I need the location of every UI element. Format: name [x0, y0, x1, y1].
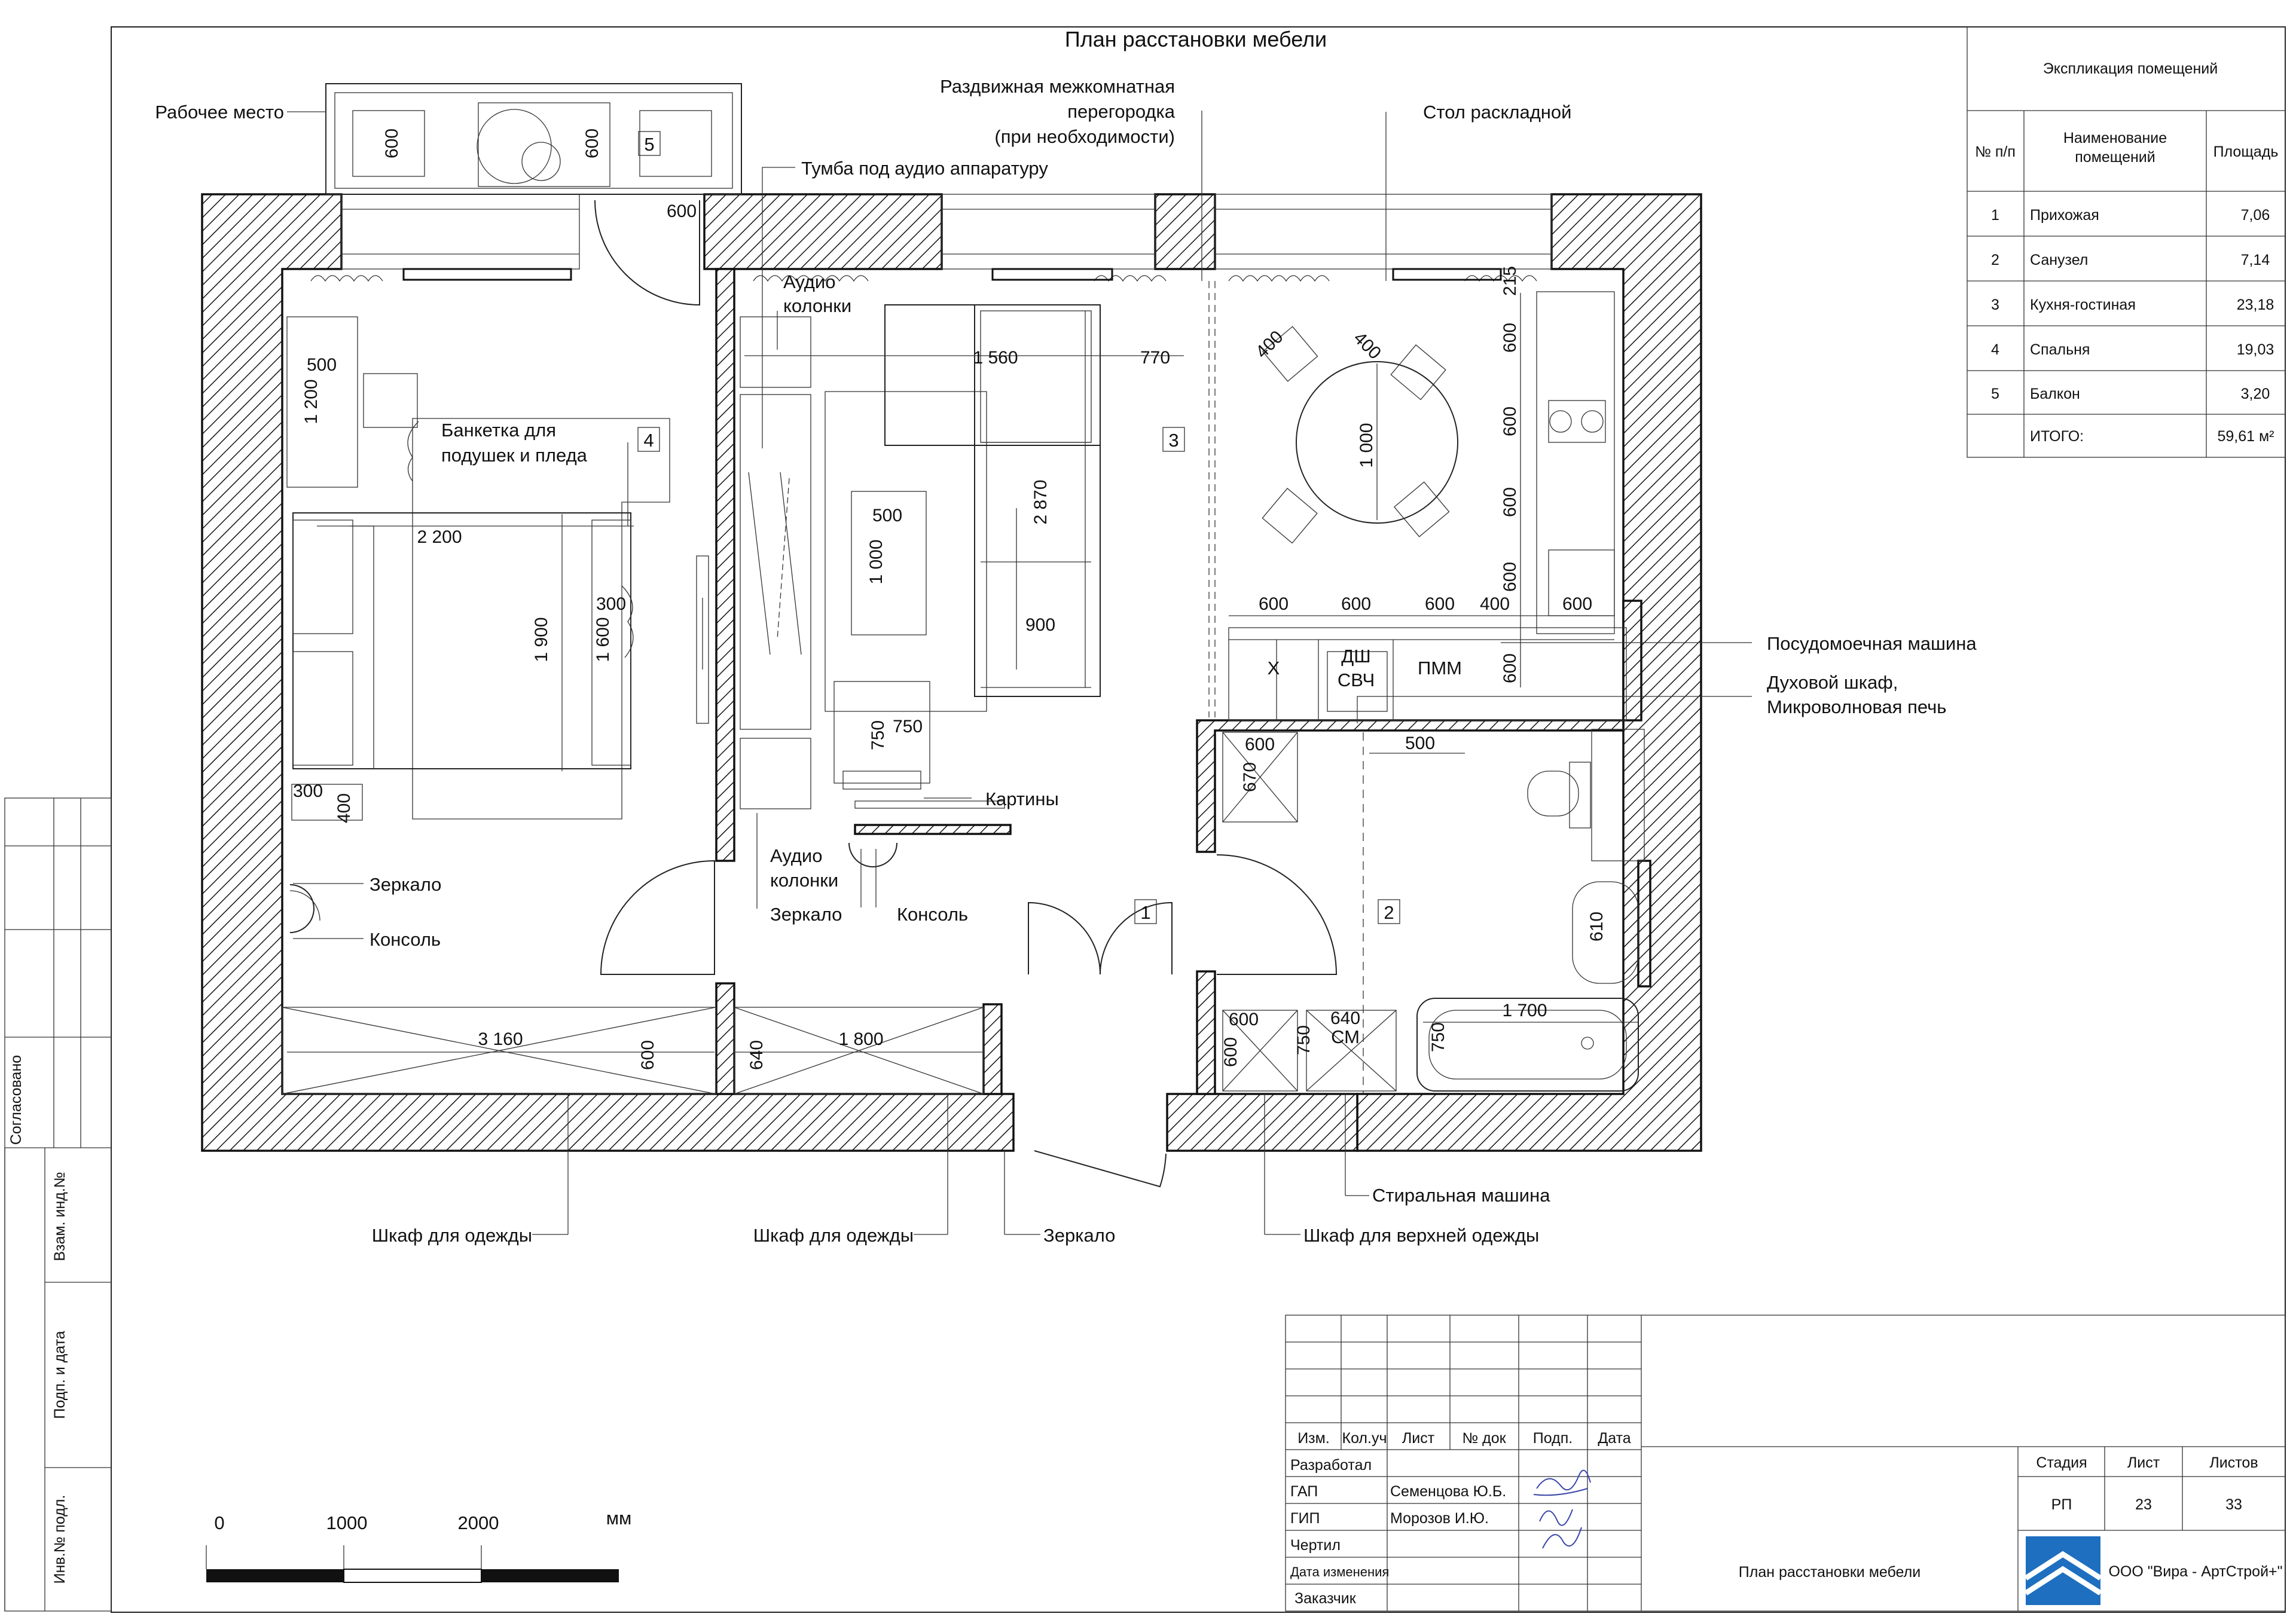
dim-coffee-table-l: 1 000 [866, 539, 886, 585]
label-wardrobe-2: Шкаф для одежды [753, 1225, 914, 1246]
dim-bathtub-l: 1 700 [1502, 1001, 1547, 1020]
dim-770: 770 [1140, 348, 1171, 368]
explication-row-4-name: Спальня [2030, 341, 2090, 358]
appliance-dishwasher: ПММ [1418, 658, 1462, 678]
dim-washer-d: 750 [1294, 1025, 1314, 1056]
tb-sheets: 33 [2225, 1496, 2242, 1513]
dim-workplace-left: 600 [382, 128, 402, 159]
dim-kitchen-row-2: 600 [1341, 594, 1372, 614]
label-audio-cabinet: Тумба под аудио аппаратуру [801, 158, 1048, 179]
dim-sofa-depth: 1 560 [973, 348, 1018, 368]
tb-header-kol: Кол.уч [1342, 1430, 1387, 1447]
tb-header-izm: Изм. [1297, 1430, 1330, 1447]
explication-row-1-name: Прихожая [2030, 207, 2099, 224]
label-console-hall: Консоль [897, 904, 969, 925]
dim-bath-cabinet-d: 670 [1240, 762, 1260, 793]
label-workplace: Рабочее место [155, 102, 284, 123]
explication-header-name-wrap [2027, 129, 2203, 176]
dim-wardrobe-bath-w: 600 [1228, 1010, 1259, 1029]
tb-role-changed: Дата изменения [1290, 1564, 1390, 1579]
label-oven-2: Микроволновая печь [1767, 696, 1947, 717]
tb-header-podp: Подп. [1532, 1430, 1573, 1447]
explication-table [1967, 27, 2285, 457]
dim-chair-b: 400 [1349, 328, 1385, 363]
label-speakers-bottom-1: Аудио [770, 845, 823, 866]
dim-kitchen-depth: 600 [1500, 653, 1520, 684]
tb-header-list: Лист [1402, 1430, 1435, 1447]
label-speakers-top-2: колонки [783, 295, 852, 316]
explication-header-num: № п/п [1975, 143, 2016, 160]
tb-name-gip: Морозов И.Ю. [1390, 1510, 1489, 1527]
label-partition-line-2: перегородка [1067, 101, 1175, 122]
label-bench-2: подушек и пледа [441, 445, 587, 466]
label-wardrobe-1: Шкаф для одежды [371, 1225, 532, 1246]
label-console-bedroom: Консоль [370, 929, 441, 950]
label-dishwasher: Посудомоечная машина [1767, 633, 1977, 654]
appliance-microwave: СВЧ [1337, 670, 1375, 690]
dim-bath-cabinet-w: 600 [1244, 735, 1275, 754]
living-furniture [740, 305, 1100, 867]
dim-kitchen-col-4: 600 [1500, 561, 1520, 592]
drawing-title: План расстановки мебели [1064, 27, 1327, 51]
dim-bathtub-w: 750 [1428, 1022, 1448, 1053]
dim-kitchen-row-4: 600 [1562, 594, 1593, 614]
dim-wardrobe-600: 600 [638, 1040, 658, 1071]
label-partition-line-3: (при необходимости) [994, 126, 1175, 147]
dim-kitchen-col-2: 600 [1500, 406, 1520, 437]
room-number-5: 5 [644, 134, 655, 155]
windows [341, 194, 1552, 269]
explication-row-3-name: Кухня-гостиная [2030, 297, 2136, 313]
dim-nightstand-d: 400 [334, 793, 354, 824]
room-number-1: 1 [1140, 902, 1151, 923]
dim-door-balcony: 600 [666, 201, 697, 221]
dim-desk-width: 500 [306, 355, 337, 375]
explication-row-4-num: 4 [1991, 341, 1999, 358]
room-number-4: 4 [643, 430, 654, 451]
tb-name-gap: Семенцова Ю.Б. [1390, 1483, 1507, 1500]
explication-row-3-area: 23,18 [2236, 297, 2274, 313]
room-number-2: 2 [1384, 902, 1394, 923]
explication-row-2-num: 2 [1991, 252, 1999, 268]
explication-total-label: ИТОГО: [2030, 428, 2084, 445]
tb-stage: РП [2051, 1496, 2072, 1513]
dim-kitchen-row-400: 400 [1479, 594, 1510, 614]
tb-drawing-title: План расстановки мебели [1738, 1564, 1921, 1581]
scale-unit: мм [606, 1508, 632, 1529]
dim-sofa-length: 2 870 [1031, 479, 1051, 525]
dim-kitchen-row-1: 600 [1258, 594, 1289, 614]
tb-sheets-header: Листов [2209, 1454, 2258, 1471]
dim-bed-width: 1 900 [532, 617, 551, 662]
dim-nightstand-w: 300 [292, 781, 323, 801]
tb-role-gip: ГИП [1290, 1510, 1320, 1527]
label-bench-1: Банкетка для [441, 420, 557, 441]
appliance-fridge: Х [1267, 658, 1280, 678]
explication-total-value: 59,61 м² [2217, 428, 2274, 445]
label-oven-1: Духовой шкаф, [1767, 672, 1898, 693]
tb-role-developer: Разработал [1290, 1457, 1372, 1474]
dim-bench-length: 1 600 [593, 617, 613, 662]
dim-bench-depth: 300 [596, 594, 627, 614]
dim-workplace-right: 600 [582, 128, 602, 159]
explication-row-4-area: 19,03 [2236, 341, 2274, 358]
tb-sheet-header: Лист [2127, 1454, 2160, 1471]
tb-role-customer: Заказчик [1294, 1590, 1356, 1607]
scale-tick-2000: 2000 [457, 1512, 499, 1533]
tb-sheet: 23 [2135, 1496, 2152, 1513]
appliance-washing-machine: СМ [1331, 1026, 1360, 1047]
dim-kitchen-row-3: 600 [1424, 594, 1455, 614]
dim-kitchen-col-1: 600 [1500, 322, 1520, 353]
label-washing-machine: Стиральная машина [1372, 1185, 1550, 1206]
explication-title: Экспликация помещений [2042, 60, 2218, 77]
dim-armchair-depth: 750 [868, 720, 888, 751]
explication-header-area: Площадь [2213, 143, 2279, 160]
side-stamp-inv: Инв.№ подл. [51, 1494, 68, 1584]
dim-sofa-width: 900 [1025, 615, 1056, 635]
tb-role-gap: ГАП [1290, 1483, 1318, 1500]
dim-wardrobe-640: 640 [747, 1040, 767, 1071]
dim-armchair-width: 750 [892, 717, 923, 736]
company-logo-icon [2026, 1536, 2100, 1605]
explication-row-5-area: 3,20 [2240, 386, 2270, 402]
room-number-3: 3 [1168, 430, 1179, 451]
label-pictures: Картины [985, 788, 1059, 809]
explication-row-1-num: 1 [1991, 207, 1999, 224]
wardrobes [282, 1007, 984, 1094]
side-stamp-agreed: Согласовано [8, 1055, 25, 1145]
dim-bed-length: 2 200 [417, 527, 462, 547]
explication-row-3-num: 3 [1991, 297, 1999, 313]
label-folding-table: Стол раскладной [1423, 102, 1572, 123]
dim-round-table: 1 000 [1357, 423, 1376, 468]
tb-role-drafter: Чертил [1290, 1537, 1341, 1554]
explication-header-name: Наименование помещений [2063, 130, 2167, 166]
dim-wardrobe-3160: 3 160 [478, 1029, 523, 1049]
scale-tick-1000: 1000 [326, 1512, 368, 1533]
scale-tick-0: 0 [214, 1512, 225, 1533]
signatures [1534, 1471, 1590, 1548]
explication-row-5-name: Балкон [2030, 386, 2080, 402]
dim-chair-a: 400 [1251, 326, 1287, 362]
dim-sink: 610 [1587, 911, 1607, 942]
explication-row-1-area: 7,06 [2240, 207, 2270, 224]
side-stamp-podp: Подп. и дата [51, 1331, 68, 1419]
dim-coffee-table-w: 500 [872, 506, 903, 525]
explication-row-2-area: 7,14 [2240, 252, 2270, 268]
bedroom-furniture [287, 317, 709, 933]
dim-wardrobe-1800: 1 800 [838, 1029, 884, 1049]
dim-bath-500: 500 [1405, 733, 1436, 753]
dim-desk-length: 1 200 [301, 379, 321, 424]
tb-stage-header: Стадия [2036, 1454, 2087, 1471]
label-speakers-bottom-2: колонки [770, 870, 839, 891]
dim-wardrobe-bath-d: 600 [1221, 1037, 1241, 1068]
curtains [311, 269, 1537, 281]
label-mirror-door: Зеркало [1043, 1225, 1116, 1246]
tb-company: ООО "Вира - АртСтрой+" [2108, 1563, 2283, 1580]
dim-washer-w: 640 [1330, 1008, 1361, 1028]
dim-215: 215 [1500, 265, 1520, 297]
tb-header-date: Дата [1598, 1430, 1631, 1447]
tb-header-doc: № док [1462, 1430, 1506, 1447]
label-speakers-top-1: Аудио [783, 271, 836, 292]
appliance-oven: ДШ [1341, 646, 1371, 667]
dim-kitchen-col-3: 600 [1500, 487, 1520, 518]
label-mirror-hall: Зеркало [770, 904, 842, 925]
scale-bar [206, 1545, 619, 1582]
explication-row-2-name: Санузел [2030, 252, 2089, 268]
explication-row-5-num: 5 [1991, 386, 1999, 402]
label-partition-line-1: Раздвижная межкомнатная [940, 76, 1175, 97]
label-outerwear-wardrobe: Шкаф для верхней одежды [1303, 1225, 1540, 1246]
side-stamp-vzam: Взам. инд.№ [51, 1172, 68, 1261]
label-mirror-bedroom: Зеркало [370, 874, 442, 895]
